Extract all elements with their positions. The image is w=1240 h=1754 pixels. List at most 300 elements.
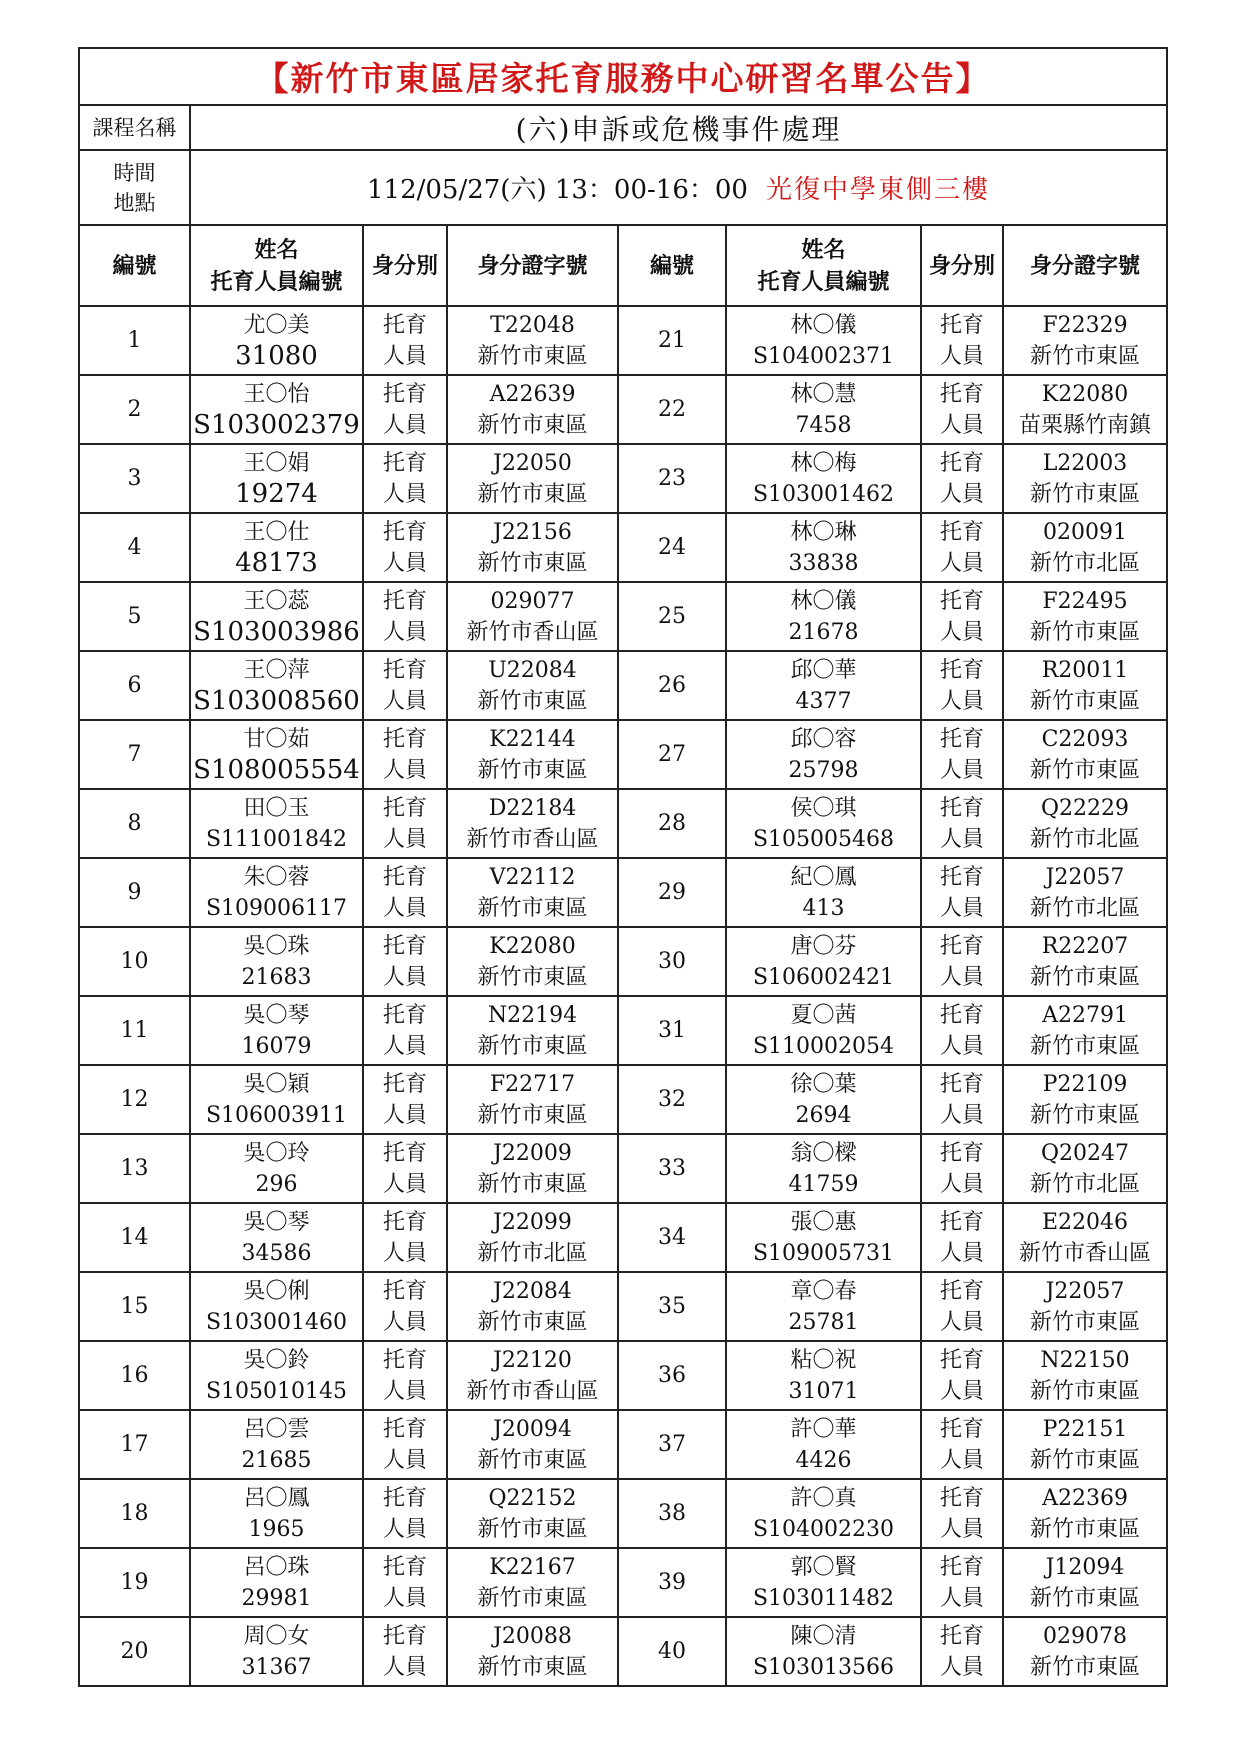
entry-number: 18 — [79, 1479, 190, 1548]
role-line-2: 人員 — [382, 619, 427, 645]
roster-table — [78, 47, 1168, 1687]
entry-number: 6 — [79, 651, 190, 720]
entry-role-cell — [921, 858, 1003, 927]
residence-area: 新竹市北區 — [1029, 550, 1140, 576]
entry-number: 40 — [618, 1617, 726, 1686]
entry-name-cell — [726, 444, 921, 513]
role-line-1: 托育 — [382, 381, 427, 407]
caregiver-code: S104002371 — [752, 343, 895, 369]
entry-name-cell — [726, 1410, 921, 1479]
entry-number: 7 — [79, 720, 190, 789]
table-row — [79, 1065, 1167, 1134]
residence-area: 新竹市東區 — [1029, 1309, 1140, 1335]
caregiver-code: 34586 — [241, 1240, 312, 1266]
role-line-1: 托育 — [939, 1623, 984, 1649]
role-line-2: 人員 — [382, 688, 427, 714]
entry-role-cell — [921, 513, 1003, 582]
caregiver-code: S103002379 — [193, 409, 360, 440]
id-prefix: J22099 — [493, 1209, 572, 1235]
entry-name-cell — [726, 513, 921, 582]
role-line-2: 人員 — [382, 1378, 427, 1404]
entry-number: 34 — [618, 1203, 726, 1272]
table-row — [79, 1548, 1167, 1617]
id-prefix: F22495 — [1042, 588, 1128, 614]
entry-role-cell — [921, 1272, 1003, 1341]
entry-id-cell — [1003, 1065, 1167, 1134]
entry-name-cell — [190, 1479, 363, 1548]
entry-id-cell — [447, 996, 618, 1065]
residence-area: 新竹市香山區 — [466, 1378, 599, 1404]
entry-name-cell — [726, 1617, 921, 1686]
caregiver-code: S105005468 — [752, 826, 895, 852]
role-line-2: 人員 — [382, 343, 427, 369]
id-prefix: A22639 — [489, 381, 576, 407]
entry-name-cell — [190, 651, 363, 720]
entry-name-cell — [726, 651, 921, 720]
entry-number: 31 — [618, 996, 726, 1065]
residence-area: 新竹市東區 — [477, 1033, 588, 1059]
entry-role-cell — [921, 1341, 1003, 1410]
entry-id-cell — [447, 1272, 618, 1341]
role-line-2: 人員 — [939, 688, 984, 714]
entry-role-cell — [363, 582, 447, 651]
id-prefix: F22329 — [1042, 312, 1128, 338]
role-line-2: 人員 — [382, 1447, 427, 1473]
caregiver-code: 16079 — [241, 1033, 312, 1059]
entry-name-cell — [726, 1548, 921, 1617]
caregiver-name: 徐〇葉 — [790, 1071, 857, 1097]
entry-number: 29 — [618, 858, 726, 927]
caregiver-code: S104002230 — [752, 1516, 895, 1542]
id-prefix: J22009 — [493, 1140, 572, 1166]
role-line-2: 人員 — [382, 1585, 427, 1611]
role-line-2: 人員 — [939, 343, 984, 369]
caregiver-code: S103001460 — [205, 1309, 348, 1335]
role-line-1: 托育 — [939, 657, 984, 683]
entry-name-cell — [726, 1203, 921, 1272]
caregiver-name: 吳〇鈴 — [243, 1347, 310, 1373]
role-line-2: 人員 — [939, 964, 984, 990]
entry-number: 37 — [618, 1410, 726, 1479]
role-line-1: 托育 — [939, 1416, 984, 1442]
entry-id-cell — [447, 513, 618, 582]
entry-id-cell — [1003, 720, 1167, 789]
caregiver-name: 林〇慧 — [790, 381, 857, 407]
residence-area: 新竹市東區 — [477, 550, 588, 576]
entry-name-cell — [190, 927, 363, 996]
residence-area: 新竹市東區 — [477, 1102, 588, 1128]
caregiver-name: 王〇怡 — [243, 381, 310, 407]
entry-id-cell — [1003, 513, 1167, 582]
residence-area: 新竹市東區 — [1029, 688, 1140, 714]
header-name: 姓名 托育人員編號 — [190, 225, 363, 306]
course-name: (六)申訴或危機事件處理 — [190, 105, 1167, 150]
role-line-1: 托育 — [382, 450, 427, 476]
residence-area: 新竹市東區 — [477, 343, 588, 369]
role-line-1: 托育 — [382, 519, 427, 545]
entry-id-cell — [447, 582, 618, 651]
entry-name-cell — [190, 1410, 363, 1479]
caregiver-code: 4426 — [795, 1447, 852, 1473]
entry-number: 30 — [618, 927, 726, 996]
entry-number: 25 — [618, 582, 726, 651]
entry-name-cell — [726, 789, 921, 858]
caregiver-name: 郭〇賢 — [790, 1554, 857, 1580]
entry-id-cell — [447, 927, 618, 996]
caregiver-name: 陳〇清 — [790, 1623, 857, 1649]
entry-name-cell — [726, 306, 921, 375]
caregiver-name: 田〇玉 — [243, 795, 310, 821]
entry-role-cell — [363, 996, 447, 1065]
table-row — [79, 927, 1167, 996]
entry-name-cell — [190, 720, 363, 789]
table-row — [79, 375, 1167, 444]
entry-id-cell — [447, 720, 618, 789]
caregiver-code: 33838 — [788, 550, 859, 576]
entry-number: 28 — [618, 789, 726, 858]
caregiver-code: 413 — [802, 895, 845, 921]
caregiver-code: 31367 — [241, 1654, 312, 1680]
caregiver-name: 張〇惠 — [790, 1209, 857, 1235]
caregiver-code: S109006117 — [205, 895, 348, 921]
role-line-1: 托育 — [382, 933, 427, 959]
id-prefix: T22048 — [490, 312, 575, 338]
entry-id-cell — [447, 1134, 618, 1203]
caregiver-name: 粘〇祝 — [790, 1347, 857, 1373]
caregiver-code: S110002054 — [752, 1033, 895, 1059]
caregiver-name: 周〇女 — [243, 1623, 310, 1649]
entry-id-cell — [447, 375, 618, 444]
caregiver-name: 林〇儀 — [790, 588, 857, 614]
id-prefix: V22112 — [489, 864, 576, 890]
role-line-1: 托育 — [939, 1002, 984, 1028]
entry-number: 38 — [618, 1479, 726, 1548]
residence-area: 新竹市東區 — [1029, 757, 1140, 783]
time-place-value — [190, 150, 1167, 225]
entry-name-cell — [726, 1272, 921, 1341]
caregiver-code: S111001842 — [205, 826, 348, 852]
role-line-1: 托育 — [382, 312, 427, 338]
residence-area: 新竹市北區 — [1029, 826, 1140, 852]
entry-role-cell — [921, 651, 1003, 720]
caregiver-name: 林〇梅 — [790, 450, 857, 476]
entry-id-cell — [1003, 651, 1167, 720]
entry-role-cell — [363, 927, 447, 996]
table-row — [79, 789, 1167, 858]
entry-id-cell — [1003, 927, 1167, 996]
entry-number: 36 — [618, 1341, 726, 1410]
caregiver-code: 2694 — [795, 1102, 852, 1128]
caregiver-name: 甘〇茹 — [243, 726, 310, 752]
table-row — [79, 1203, 1167, 1272]
entry-role-cell — [921, 1203, 1003, 1272]
role-line-1: 托育 — [939, 795, 984, 821]
entry-id-cell — [1003, 1134, 1167, 1203]
entry-id-cell — [1003, 996, 1167, 1065]
role-line-1: 托育 — [939, 1347, 984, 1373]
entry-role-cell — [921, 1134, 1003, 1203]
role-line-1: 托育 — [939, 519, 984, 545]
id-prefix: Q22152 — [488, 1485, 577, 1511]
caregiver-code: S103013566 — [752, 1654, 895, 1680]
entry-name-cell — [190, 789, 363, 858]
entry-number: 16 — [79, 1341, 190, 1410]
role-line-1: 托育 — [382, 1347, 427, 1373]
header-num: 編號 — [618, 225, 726, 306]
role-line-2: 人員 — [382, 481, 427, 507]
session-datetime: 112/05/27(六) 13：00-16：00 — [366, 175, 748, 205]
role-line-2: 人員 — [939, 1033, 984, 1059]
role-line-2: 人員 — [939, 1516, 984, 1542]
entry-name-cell — [190, 513, 363, 582]
id-prefix: D22184 — [488, 795, 577, 821]
entry-id-cell — [447, 1203, 618, 1272]
entry-role-cell — [363, 1272, 447, 1341]
id-prefix: E22046 — [1041, 1209, 1129, 1235]
role-line-1: 托育 — [939, 312, 984, 338]
id-prefix: R20011 — [1041, 657, 1129, 683]
entry-number: 19 — [79, 1548, 190, 1617]
residence-area: 新竹市東區 — [477, 757, 588, 783]
role-line-2: 人員 — [939, 1171, 984, 1197]
entry-role-cell — [363, 1134, 447, 1203]
caregiver-name: 王〇仕 — [243, 519, 310, 545]
entry-role-cell — [363, 1479, 447, 1548]
id-prefix: P22109 — [1042, 1071, 1128, 1097]
residence-area: 新竹市東區 — [1029, 619, 1140, 645]
caregiver-code: 25781 — [788, 1309, 859, 1335]
role-line-2: 人員 — [382, 412, 427, 438]
entry-number: 14 — [79, 1203, 190, 1272]
entry-number: 4 — [79, 513, 190, 582]
role-line-2: 人員 — [939, 550, 984, 576]
role-line-2: 人員 — [382, 1516, 427, 1542]
id-prefix: J20088 — [493, 1623, 572, 1649]
caregiver-name: 吳〇琴 — [243, 1002, 310, 1028]
entry-id-cell — [1003, 1479, 1167, 1548]
caregiver-code: 29981 — [241, 1585, 312, 1611]
id-prefix: J22084 — [493, 1278, 572, 1304]
residence-area: 新竹市東區 — [1029, 481, 1140, 507]
role-line-2: 人員 — [939, 1585, 984, 1611]
entry-id-cell — [447, 1548, 618, 1617]
role-line-2: 人員 — [382, 1654, 427, 1680]
entry-id-cell — [1003, 1203, 1167, 1272]
table-row — [79, 858, 1167, 927]
caregiver-name: 吳〇玲 — [243, 1140, 310, 1166]
role-line-2: 人員 — [382, 826, 427, 852]
id-prefix: Q20247 — [1040, 1140, 1130, 1166]
entry-id-cell — [447, 1410, 618, 1479]
role-line-2: 人員 — [939, 1309, 984, 1335]
entry-number: 32 — [618, 1065, 726, 1134]
role-line-1: 托育 — [939, 1485, 984, 1511]
entry-number: 17 — [79, 1410, 190, 1479]
entry-number: 1 — [79, 306, 190, 375]
entry-name-cell — [726, 582, 921, 651]
entry-number: 11 — [79, 996, 190, 1065]
entry-id-cell — [1003, 444, 1167, 513]
entry-name-cell — [190, 996, 363, 1065]
residence-area: 苗栗縣竹南鎮 — [1018, 412, 1151, 438]
entry-role-cell — [363, 1203, 447, 1272]
caregiver-name: 王〇萍 — [243, 657, 310, 683]
caregiver-code: 296 — [255, 1171, 298, 1197]
role-line-1: 托育 — [939, 933, 984, 959]
residence-area: 新竹市東區 — [477, 688, 588, 714]
caregiver-name: 呂〇雲 — [243, 1416, 310, 1442]
entry-id-cell — [447, 1479, 618, 1548]
id-prefix: 029077 — [490, 588, 575, 614]
entry-role-cell — [921, 1617, 1003, 1686]
role-line-1: 托育 — [382, 657, 427, 683]
entry-name-cell — [190, 1341, 363, 1410]
header-num: 編號 — [79, 225, 190, 306]
entry-role-cell — [363, 858, 447, 927]
entry-name-cell — [726, 996, 921, 1065]
role-line-1: 托育 — [939, 726, 984, 752]
caregiver-name: 呂〇珠 — [243, 1554, 310, 1580]
residence-area: 新竹市東區 — [477, 1585, 588, 1611]
caregiver-code: 48173 — [235, 547, 318, 578]
entry-number: 26 — [618, 651, 726, 720]
entry-id-cell — [447, 858, 618, 927]
entry-name-cell — [726, 858, 921, 927]
id-prefix: J12094 — [1045, 1554, 1125, 1580]
caregiver-name: 吳〇琴 — [243, 1209, 310, 1235]
entry-number: 12 — [79, 1065, 190, 1134]
id-prefix: J20094 — [493, 1416, 572, 1442]
caregiver-name: 王〇蕊 — [243, 588, 310, 614]
entry-number: 15 — [79, 1272, 190, 1341]
residence-area: 新竹市東區 — [1029, 964, 1140, 990]
entry-name-cell — [190, 1203, 363, 1272]
role-line-2: 人員 — [939, 619, 984, 645]
entry-number: 23 — [618, 444, 726, 513]
entry-name-cell — [190, 444, 363, 513]
caregiver-code: 21683 — [241, 964, 312, 990]
caregiver-name: 翁〇樑 — [790, 1140, 857, 1166]
caregiver-code: 21678 — [788, 619, 859, 645]
entry-role-cell — [363, 1341, 447, 1410]
entry-id-cell — [1003, 306, 1167, 375]
entry-role-cell — [363, 1548, 447, 1617]
residence-area: 新竹市東區 — [477, 1447, 588, 1473]
role-line-2: 人員 — [939, 1240, 984, 1266]
role-line-1: 托育 — [382, 1002, 427, 1028]
time-label: 時間 — [113, 160, 156, 185]
caregiver-name: 朱〇蓉 — [243, 864, 310, 890]
caregiver-name: 許〇真 — [790, 1485, 857, 1511]
id-prefix: K22080 — [1041, 381, 1129, 407]
header-name: 姓名 托育人員編號 — [726, 225, 921, 306]
caregiver-code: 1965 — [248, 1516, 305, 1542]
entry-role-cell — [363, 1617, 447, 1686]
entry-id-cell — [1003, 1272, 1167, 1341]
entry-role-cell — [363, 720, 447, 789]
id-prefix: N22194 — [487, 1002, 578, 1028]
entry-id-cell — [447, 444, 618, 513]
caregiver-name: 侯〇琪 — [790, 795, 857, 821]
caregiver-code: 41759 — [788, 1171, 859, 1197]
role-line-1: 托育 — [382, 1416, 427, 1442]
residence-area: 新竹市東區 — [1029, 343, 1140, 369]
caregiver-code: 31071 — [788, 1378, 859, 1404]
entry-id-cell — [447, 651, 618, 720]
caregiver-code: S103001462 — [752, 481, 895, 507]
entry-id-cell — [1003, 1617, 1167, 1686]
entry-name-cell — [190, 1548, 363, 1617]
table-row — [79, 1134, 1167, 1203]
caregiver-name: 唐〇芬 — [790, 933, 857, 959]
residence-area: 新竹市香山區 — [466, 619, 599, 645]
entry-number: 8 — [79, 789, 190, 858]
entry-name-cell — [190, 306, 363, 375]
id-prefix: P22151 — [1042, 1416, 1128, 1442]
table-row — [79, 582, 1167, 651]
caregiver-code: 19274 — [235, 478, 318, 509]
table-row — [79, 1479, 1167, 1548]
entry-role-cell — [363, 1065, 447, 1134]
entry-role-cell — [921, 306, 1003, 375]
role-line-1: 托育 — [939, 1209, 984, 1235]
role-line-1: 托育 — [382, 1554, 427, 1580]
entry-name-cell — [726, 1479, 921, 1548]
entry-name-cell — [726, 720, 921, 789]
entry-id-cell — [1003, 858, 1167, 927]
entry-role-cell — [921, 789, 1003, 858]
id-prefix: J22120 — [493, 1347, 572, 1373]
entry-number: 39 — [618, 1548, 726, 1617]
entry-name-cell — [726, 1065, 921, 1134]
role-line-2: 人員 — [939, 1102, 984, 1128]
header-role: 身分別 — [363, 225, 447, 306]
entry-role-cell — [921, 1479, 1003, 1548]
entry-number: 24 — [618, 513, 726, 582]
residence-area: 新竹市東區 — [1029, 1447, 1140, 1473]
caregiver-code: S103011482 — [752, 1585, 895, 1611]
entry-number: 10 — [79, 927, 190, 996]
id-prefix: C22093 — [1041, 726, 1129, 752]
entry-name-cell — [726, 375, 921, 444]
entry-name-cell — [190, 375, 363, 444]
role-line-2: 人員 — [939, 757, 984, 783]
entry-role-cell — [363, 651, 447, 720]
role-line-1: 托育 — [382, 588, 427, 614]
caregiver-code: 31080 — [235, 340, 318, 371]
entry-id-cell — [1003, 375, 1167, 444]
entry-role-cell — [921, 1548, 1003, 1617]
id-prefix: A22369 — [1042, 1485, 1128, 1511]
entry-id-cell — [1003, 789, 1167, 858]
residence-area: 新竹市北區 — [1029, 895, 1140, 921]
id-prefix: K22167 — [489, 1554, 576, 1580]
caregiver-code: S106003911 — [205, 1102, 348, 1128]
id-prefix: A22791 — [1042, 1002, 1128, 1028]
caregiver-name: 紀〇鳳 — [790, 864, 857, 890]
caregiver-name: 尤〇美 — [243, 312, 310, 338]
entry-number: 3 — [79, 444, 190, 513]
caregiver-name: 夏〇茜 — [790, 1002, 857, 1028]
entry-role-cell — [363, 1410, 447, 1479]
residence-area: 新竹市東區 — [1029, 1654, 1140, 1680]
table-row — [79, 996, 1167, 1065]
table-row — [79, 306, 1167, 375]
role-line-2: 人員 — [382, 895, 427, 921]
entry-role-cell — [921, 444, 1003, 513]
caregiver-code: 7458 — [795, 412, 852, 438]
id-prefix: U22084 — [488, 657, 577, 683]
